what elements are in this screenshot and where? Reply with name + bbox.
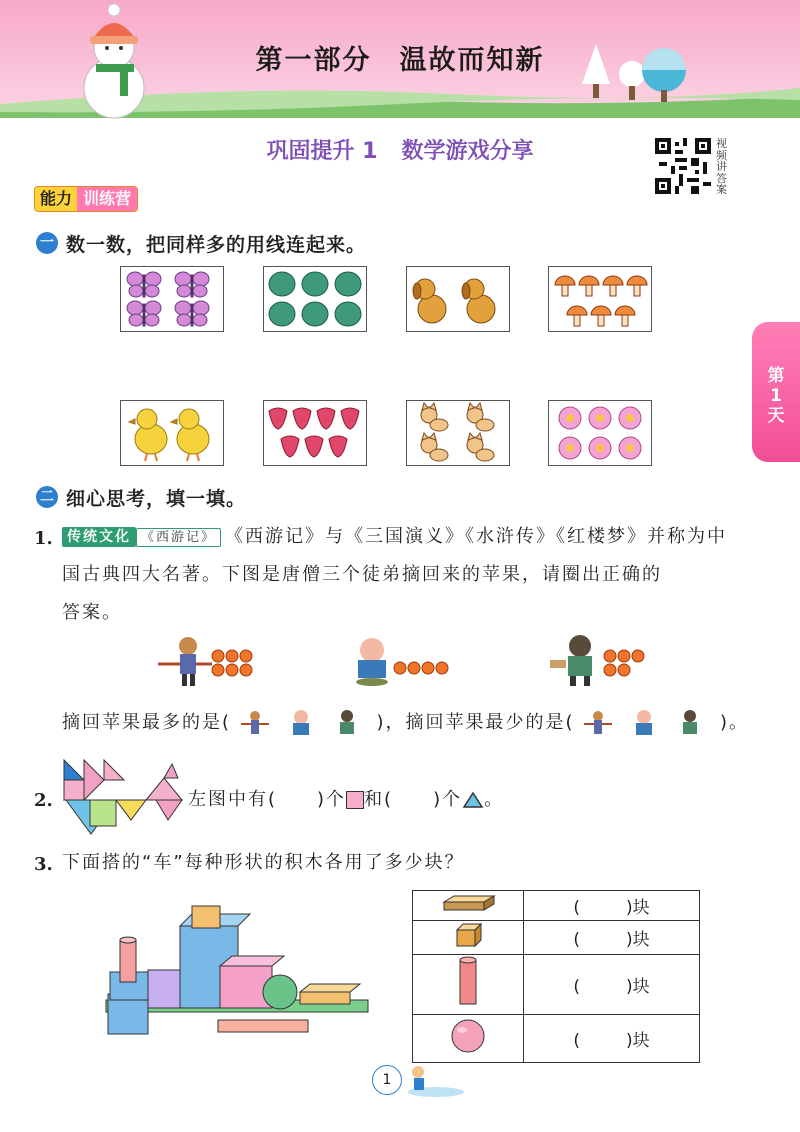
- culture-tag: 传统文化: [62, 527, 136, 547]
- table-row: [413, 1015, 700, 1063]
- question-2-number: 2.: [34, 790, 53, 811]
- question-2-text: [188, 781, 504, 819]
- cube-icon: [453, 922, 483, 948]
- disciples-apples-illustration: [150, 630, 710, 690]
- disciple-choices-icon: [582, 708, 712, 738]
- cylinder-shape-cell: [413, 955, 524, 1015]
- qr-caption-char: 频: [716, 148, 727, 162]
- cylinder-icon: [456, 956, 480, 1008]
- section-1-badge: 一: [36, 232, 58, 254]
- cube-count-cell[interactable]: [524, 921, 700, 955]
- count-unit: )块: [626, 898, 650, 918]
- lesson-label: 巩固提升 1: [266, 139, 378, 164]
- table-row: [413, 955, 700, 1015]
- question-2-part-c: 和(: [364, 789, 394, 810]
- part-name: 温故而知新: [399, 45, 545, 76]
- square-icon: [346, 791, 364, 809]
- answer-most-choices[interactable]: [239, 708, 369, 738]
- answer-most-label: 摘回苹果最多的是(: [62, 712, 232, 733]
- triangle-icon: [462, 791, 484, 809]
- leaves-box[interactable]: [263, 266, 367, 332]
- question-1-line-2: 国古典四大名著。下图是唐僧三个徒弟摘回来的苹果，请圈出正确的: [62, 564, 662, 585]
- chicks-box[interactable]: [120, 400, 224, 466]
- sphere-shape-cell: [413, 1015, 524, 1063]
- part-title: [0, 38, 800, 77]
- count-unit: )块: [626, 1031, 650, 1051]
- page-number: 1: [372, 1065, 402, 1095]
- question-2-part-d: )个: [433, 789, 463, 810]
- question-1-number: 1.: [34, 528, 53, 549]
- strawberry-icon: [264, 401, 366, 465]
- count-unit: )块: [626, 930, 650, 950]
- leaf-icon: [264, 267, 366, 331]
- page-footer-decoration: [396, 1060, 466, 1100]
- open-paren: (: [573, 1031, 580, 1051]
- cat-icon: [407, 401, 509, 465]
- question-3-number: 3.: [34, 854, 53, 875]
- open-paren: (: [573, 977, 580, 997]
- day-tab-char: 第: [767, 366, 785, 386]
- cube-shape-cell: [413, 921, 524, 955]
- qr-caption: [716, 138, 734, 196]
- sphere-count-cell[interactable]: [524, 1015, 700, 1063]
- butterflies-box[interactable]: [120, 266, 224, 332]
- question-2-part-b: )个: [317, 789, 347, 810]
- ability-ribbon: [34, 186, 138, 212]
- cylinder-count-cell[interactable]: [524, 955, 700, 1015]
- section-2-badge: 二: [36, 486, 58, 508]
- question-1-line-1: 《西游记》与《三国演义》《水浒传》《红楼梦》并称为中: [225, 526, 728, 547]
- block-car-illustration: [100, 900, 380, 1040]
- question-2-part-e: 。: [484, 789, 505, 810]
- question-1-text: [62, 518, 752, 632]
- mushroom-icon: [549, 267, 651, 331]
- flat-box-icon: [438, 892, 498, 914]
- ribbon-label-a: 能力: [35, 187, 77, 211]
- open-paren: (: [573, 930, 580, 950]
- count-unit: )块: [626, 977, 650, 997]
- day-tab-char: 1: [770, 386, 782, 406]
- day-tab-char: 天: [767, 406, 785, 426]
- question-3-text: 下面搭的“车”每种形状的积木各用了多少块？: [62, 852, 465, 873]
- table-row: [413, 891, 700, 921]
- flowers-box[interactable]: [548, 400, 652, 466]
- flat-box-count-cell[interactable]: [524, 891, 700, 921]
- lesson-name: 数学游戏分享: [401, 139, 534, 164]
- monkey-icon: [158, 637, 212, 686]
- qr-caption-char: 讲: [716, 160, 727, 173]
- ribbon-label-b: 训练营: [77, 187, 137, 211]
- section-1-title: 数一数，把同样多的用线连起来。: [66, 234, 367, 256]
- chick-icon: [121, 401, 223, 465]
- table-row: [413, 921, 700, 955]
- disciple-choices-icon: [239, 708, 369, 738]
- qr-code-image: [655, 138, 711, 194]
- apple-icon: [212, 650, 252, 676]
- qr-caption-char: 答: [716, 171, 727, 185]
- flower-icon: [549, 401, 651, 465]
- book-tag: 《西游记》: [136, 528, 221, 547]
- flat-box-shape-cell: [413, 891, 524, 921]
- dog-icon: [407, 267, 509, 331]
- pig-icon: [356, 638, 388, 686]
- section-2-title: 细心思考，填一填。: [66, 488, 247, 510]
- strawberries-box[interactable]: [263, 400, 367, 466]
- mushrooms-box[interactable]: [548, 266, 652, 332]
- day-tab: [752, 322, 800, 462]
- sphere-icon: [448, 1016, 488, 1056]
- cats-box[interactable]: [406, 400, 510, 466]
- answer-end: )。: [720, 712, 750, 733]
- sha-wujing-icon: [550, 635, 592, 686]
- qr-caption-char: 视: [716, 137, 727, 150]
- blocks-count-table: [412, 890, 700, 1063]
- open-paren: (: [573, 898, 580, 918]
- butterfly-icon: [121, 267, 223, 331]
- question-2-part-a: 左图中有(: [188, 789, 278, 810]
- question-1-line-3: 答案。: [62, 602, 122, 623]
- tangram-figure: [60, 758, 186, 838]
- dogs-box[interactable]: [406, 266, 510, 332]
- answer-least-label: )，摘回苹果最少的是(: [376, 712, 575, 733]
- question-1-answer-line: [62, 704, 749, 742]
- qr-caption-char: 案: [716, 183, 727, 196]
- part-label: 第一部分: [255, 45, 372, 76]
- answer-least-choices[interactable]: [582, 708, 712, 738]
- qr-code[interactable]: [655, 138, 711, 194]
